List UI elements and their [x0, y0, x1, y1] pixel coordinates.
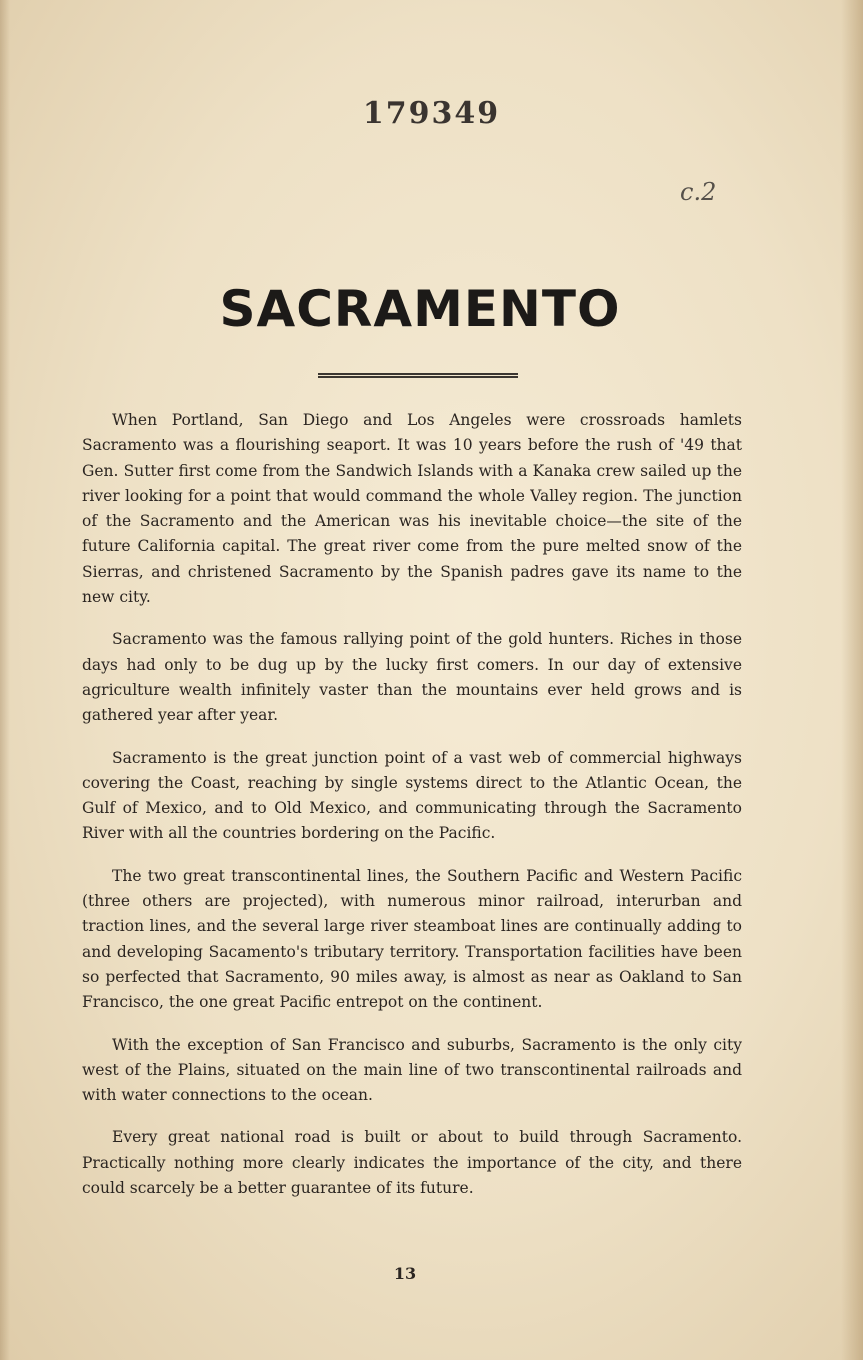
paragraph-1: When Portland, San Diego and Los Angeles were crossroads hamlets Sacramento was a flourishing seaport. It was 10 years before the rush of '49 that Gen. Sutter first come from the Sandwich Islands with a Kanaka crew sailed up the river looking for a point that would command the whole Valley region. The junction of the Sacramento and the American was his inevitable choice—the site of the future California capital. The great river come from the pure melted snow of the Sierras, and christened Sacramento by the Spanish padres gave its name to the new city. — [82, 411, 742, 607]
copy-mark-handwritten: c.2 — [680, 178, 717, 206]
body-text — [82, 408, 742, 1218]
paragraph-4: The two great transcontinental lines, the Southern Pacific and Western Pacific (three others are projected), with numerous minor railroad, interurban and traction lines, and the several large river steamboat lines are continually adding to and developing Sacamento's tributary territory. Transportation facilities have been so perfected that Sacramento, 90 miles away, is almost as near as Oakland to San Francisco, the one great Pacific entrepot on the continent. — [82, 866, 742, 1012]
paragraph-5: With the exception of San Francisco and suburbs, Sacramento is the only city west of the Plains, situated on the main line of two transcontinental railroads and with water connections to the ocean. — [82, 1035, 742, 1105]
page-number: 13 — [393, 1264, 417, 1283]
page-title: SACRAMENTO — [219, 280, 621, 338]
paragraph-3: Sacramento is the great junction point of a vast web of commercial highways covering the Coast, reaching by single systems direct to the Atlantic Ocean, the Gulf of Mexico, and to Old Mexico, and communicating through the Sacramento River with all the countries bordering on the Pacific. — [82, 748, 742, 843]
page-edge-left — [0, 0, 10, 1360]
page-edge-right — [841, 0, 863, 1360]
accession-number-stamp: 179349 — [362, 96, 501, 131]
paragraph-6: Every great national road is built or about to build through Sacramento. Practically nothing more clearly indicates the importance of the city, and there could scarcely be a better guarantee of its future. — [82, 1128, 742, 1198]
title-divider — [318, 373, 518, 378]
paragraph-2: Sacramento was the famous rallying point of the gold hunters. Riches in those days had only to be dug up by the lucky first comers. In our day of extensive agriculture wealth infinitely vaster than the mountains ever held grows and is gathered year after year. — [82, 630, 742, 725]
